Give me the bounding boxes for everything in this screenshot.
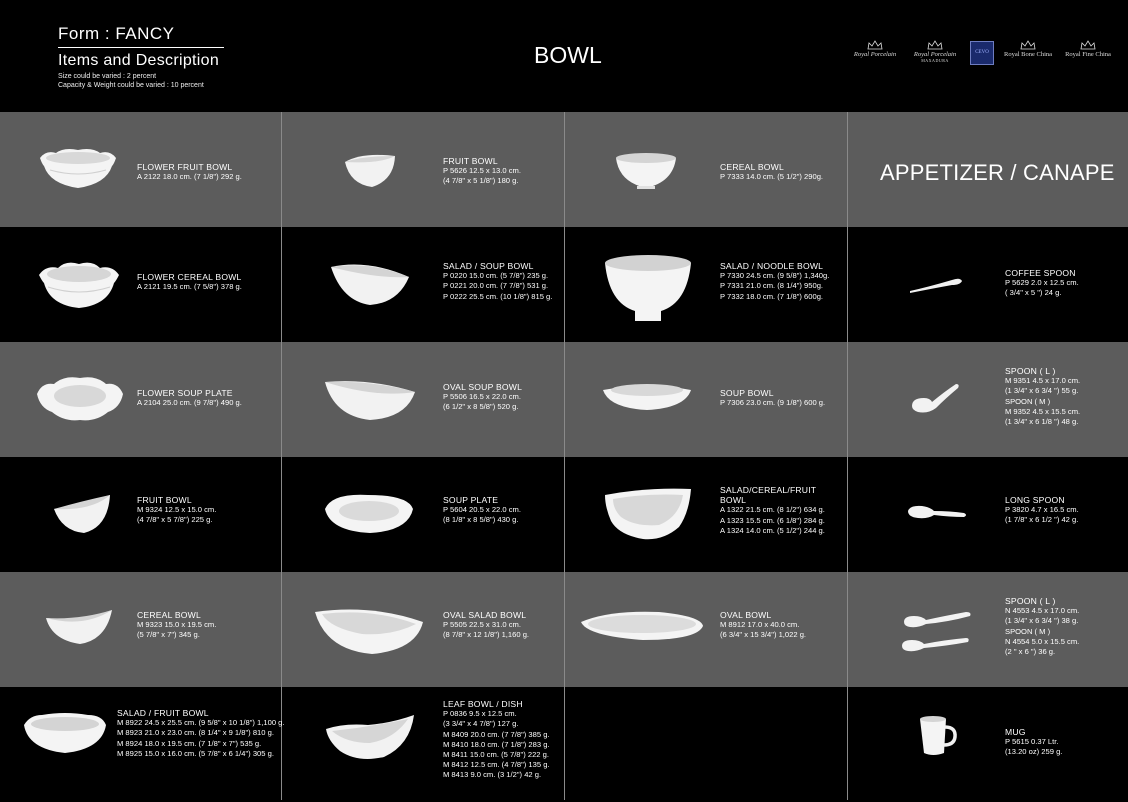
- royal-bone-china-logo: [1001, 40, 1055, 70]
- product-name: FLOWER FRUIT BOWL: [137, 162, 233, 172]
- product-spec: (8 1/8" x 8 5/8") 430 g.: [443, 515, 519, 525]
- form-label: Form : FANCY: [58, 24, 175, 43]
- items-description-title: Items and Description: [58, 52, 220, 69]
- product-spec: (8 7/8" x 12 1/8") 1,160 g.: [443, 630, 530, 640]
- flower-fruit-bowl-image: [36, 142, 120, 192]
- product-info: [117, 708, 285, 759]
- product-name-continued: BOWL: [720, 495, 747, 506]
- product-info: [443, 261, 552, 302]
- asian-spoon-image: [910, 382, 962, 416]
- product-name: SOUP BOWL: [720, 388, 774, 398]
- oval-soup-bowl-image: [322, 376, 418, 424]
- product-spec: P 7306 23.0 cm. (9 1/8") 600 g.: [720, 398, 826, 408]
- oval-bowl-image: [579, 608, 705, 644]
- product-info: [137, 610, 216, 641]
- product-spec: M 9323 15.0 x 19.5 cm.: [137, 620, 217, 630]
- product-spec: N 4553 4.5 x 17.0 cm.: [1005, 606, 1080, 616]
- product-info: [720, 388, 825, 408]
- product-spec: M 9352 4.5 x 15.5 cm.: [1005, 406, 1081, 416]
- product-name: CEREAL BOWL: [137, 610, 201, 620]
- product-name: FRUIT BOWL: [443, 156, 498, 166]
- product-cell-salad-noodle-bowl: [565, 227, 847, 342]
- product-cell-fruit-bowl-m9324: [0, 457, 282, 572]
- cereal-bowl-image: [44, 608, 114, 648]
- product-spec: P 0221 20.0 cm. (7 7/8") 531 g.: [443, 281, 549, 291]
- flower-soup-plate-image: [34, 372, 126, 424]
- product-info: [443, 699, 550, 781]
- product-spec: M 8912 17.0 x 40.0 cm.: [720, 620, 800, 630]
- crown-icon: [927, 40, 943, 50]
- fruit-bowl-image: [342, 150, 398, 190]
- product-spec: P 5629 2.0 x 12.5 cm.: [1005, 278, 1079, 288]
- product-cell-soup-plate: [282, 457, 564, 572]
- fruit-bowl-image: [52, 493, 112, 537]
- product-spec: M 8922 24.5 x 25.5 cm. (9 5/8" x 10 1/8") 1,100 g.: [117, 718, 285, 728]
- product-spec: (1 3/4" x 6 1/8 ") 48 g.: [1005, 417, 1079, 427]
- product-spec: P 5615 0.37 Ltr.: [1005, 737, 1059, 747]
- product-spec: A 1322 21.5 cm. (8 1/2") 634 g.: [720, 505, 825, 515]
- product-name: SALAD/CEREAL/FRUIT: [720, 485, 817, 495]
- product-spec: M 8924 18.0 x 19.5 cm. (7 1/8" x 7") 535 g.: [117, 738, 262, 748]
- mug-image: [918, 715, 958, 759]
- product-cell-cereal-bowl-p7333: [565, 112, 847, 227]
- product-cell-flower-soup-plate: [0, 342, 282, 457]
- product-info: [137, 495, 216, 526]
- flower-cereal-bowl-image: [36, 255, 122, 311]
- product-spec: (4 7/8" x 5 7/8") 225 g.: [137, 515, 213, 525]
- product-cell-leaf-bowl-dish: [282, 687, 564, 802]
- product-spec: (2 " x 6 ") 36 g.: [1005, 647, 1056, 657]
- royal-fine-china-logo-text: Royal Fine China: [1065, 51, 1111, 58]
- product-name: FLOWER SOUP PLATE: [137, 388, 233, 398]
- product-name: SALAD / FRUIT BOWL: [117, 708, 209, 718]
- product-info: [720, 261, 829, 302]
- product-name: FLOWER CEREAL BOWL: [137, 272, 242, 282]
- product-cell-oval-soup-bowl: [282, 342, 564, 457]
- product-name: SALAD / SOUP BOWL: [443, 261, 534, 271]
- product-info: [443, 610, 529, 641]
- capacity-variance-note: Capacity & Weight could be varied : 10 percent: [58, 82, 204, 89]
- product-name: SPOON ( L ): [1005, 366, 1056, 376]
- product-info: [1005, 495, 1079, 526]
- coffee-spoon-image: [908, 275, 964, 295]
- product-spec: P 5626 12.5 x 13.0 cm.: [443, 166, 521, 176]
- royal-fine-china-logo: [1062, 40, 1114, 70]
- product-name: LONG SPOON: [1005, 495, 1065, 505]
- product-spec: N 4554 5.0 x 15.5 cm.: [1005, 636, 1080, 646]
- product-spec: A 1324 14.0 cm. (5 1/2") 244 g.: [720, 525, 825, 535]
- cevo-logo: [970, 41, 994, 65]
- product-spec: P 3820 4.7 x 16.5 cm.: [1005, 505, 1079, 515]
- product-cell-soup-bowl-p7306: [565, 342, 847, 457]
- product-spec: P 7333 14.0 cm. (5 1/2") 290g.: [720, 172, 824, 182]
- crown-icon: [1020, 40, 1036, 50]
- long-spoon-image: [906, 501, 968, 521]
- product-spec: (4 7/8" x 5 1/8") 180 g.: [443, 176, 519, 186]
- product-spec: M 9324 12.5 x 15.0 cm.: [137, 505, 217, 515]
- product-spec: M 8925 15.0 x 16.0 cm. (5 7/8" x 6 1/4") 305 g.: [117, 748, 274, 758]
- spoon-pair-image: [900, 610, 974, 656]
- product-spec: A 2104 25.0 cm. (9 7/8") 490 g.: [137, 398, 242, 408]
- royal-porcelain-maxadura-logo-text: Royal Porcelain: [913, 51, 957, 58]
- product-spec: A 2121 19.5 cm. (7 5/8") 378 g.: [137, 282, 242, 292]
- product-spec: M 8411 15.0 cm. (5 7/8") 222 g.: [443, 750, 549, 760]
- product-info: [720, 485, 825, 536]
- product-info: [1005, 596, 1079, 657]
- royal-porcelain-logo-text: Royal Porcelain: [853, 51, 897, 58]
- product-cell-spoon-m9351: [848, 342, 1128, 457]
- product-spec: (1 3/4" x 6 3/4 ") 55 g.: [1005, 386, 1079, 396]
- product-cell-spoon-n4553: [848, 572, 1128, 687]
- soup-plate-image: [322, 491, 416, 537]
- size-variance-note: Size could be varied : 2 percent: [58, 73, 157, 80]
- maxadura-logo-text: MAXADURA: [921, 58, 949, 63]
- product-info: [137, 272, 242, 292]
- product-spec: (3 3/4" x 4 7/8") 127 g.: [443, 719, 519, 729]
- product-name: MUG: [1005, 727, 1026, 737]
- product-name: OVAL BOWL: [720, 610, 772, 620]
- product-spec: A 1323 15.5 cm. (6 1/8") 284 g.: [720, 515, 825, 525]
- product-spec: M 8413 9.0 cm. (3 1/2") 42 g.: [443, 770, 542, 780]
- royal-bone-china-logo-text: Royal Bone China: [1003, 51, 1053, 58]
- product-cell-fruit-bowl-p5626: [282, 112, 564, 227]
- product-spec: M 8410 18.0 cm. (7 1/8") 283 g.: [443, 739, 550, 749]
- royal-porcelain-maxadura-logo: [906, 40, 964, 70]
- page-header: [0, 0, 1128, 112]
- product-name: SALAD / NOODLE BOWL: [720, 261, 824, 271]
- product-spec: (5 7/8" x 7") 345 g.: [137, 630, 200, 640]
- product-name: COFFEE SPOON: [1005, 268, 1076, 278]
- product-name: FRUIT BOWL: [137, 495, 192, 505]
- product-info: [720, 610, 806, 641]
- brand-logos: [846, 40, 1121, 70]
- product-spec: SPOON ( M ): [1005, 626, 1051, 636]
- salad-soup-bowl-image: [328, 259, 412, 309]
- product-spec: M 8923 21.0 x 23.0 cm. (8 1/4" x 9 1/8") 810 g.: [117, 728, 274, 738]
- cevo-logo-text: CEVO: [975, 50, 989, 55]
- royal-porcelain-logo: [846, 40, 904, 70]
- product-spec: (1 3/4" x 6 3/4 ") 38 g.: [1005, 616, 1079, 626]
- product-info: [443, 382, 522, 413]
- product-name: CEREAL BOWL: [720, 162, 784, 172]
- product-spec: P 5505 22.5 x 31.0 cm.: [443, 620, 521, 630]
- product-name: SPOON ( L ): [1005, 596, 1056, 606]
- header-divider: [58, 47, 224, 48]
- product-spec: P 0220 15.0 cm. (5 7/8") 235 g.: [443, 271, 549, 281]
- product-cell-flower-cereal-bowl: [0, 227, 282, 342]
- product-info: [1005, 268, 1079, 299]
- product-spec: ( 3/4" x 5 ") 24 g.: [1005, 288, 1062, 298]
- product-spec: P 5604 20.5 x 22.0 cm.: [443, 505, 521, 515]
- product-name: LEAF BOWL / DISH: [443, 699, 523, 709]
- product-cell-mug: [848, 687, 1128, 802]
- product-cell-salad-cereal-fruit-bowl: [565, 457, 847, 572]
- product-cell-oval-salad-bowl: [282, 572, 564, 687]
- product-name: SOUP PLATE: [443, 495, 499, 505]
- product-spec: SPOON ( M ): [1005, 396, 1051, 406]
- product-spec: P 7331 21.0 cm. (8 1/4") 950g.: [720, 281, 824, 291]
- product-cell-cereal-bowl-m9323: [0, 572, 282, 687]
- product-cell-oval-bowl: [565, 572, 847, 687]
- soup-bowl-image: [601, 378, 693, 414]
- product-cell-coffee-spoon: [848, 227, 1128, 342]
- salad-noodle-bowl-image: [603, 251, 693, 325]
- product-spec: P 7332 18.0 cm. (7 1/8") 600g.: [720, 291, 824, 301]
- crown-icon: [867, 40, 883, 50]
- product-cell-salad-soup-bowl: [282, 227, 564, 342]
- product-info: [443, 156, 521, 187]
- product-info: [137, 388, 242, 408]
- square-bowl-image: [603, 483, 693, 543]
- product-spec: (13.20 oz) 259 g.: [1005, 747, 1063, 757]
- product-spec: (1 7/8" x 6 1/2 ") 42 g.: [1005, 515, 1079, 525]
- product-spec: P 0836 9.5 x 12.5 cm.: [443, 709, 517, 719]
- product-name: OVAL SOUP BOWL: [443, 382, 523, 392]
- product-cell-long-spoon: [848, 457, 1128, 572]
- salad-fruit-bowl-image: [22, 711, 108, 757]
- product-cell-salad-fruit-bowl: [0, 687, 285, 802]
- product-info: [720, 162, 823, 182]
- product-cell-flower-fruit-bowl: [0, 112, 282, 227]
- product-spec: A 2122 18.0 cm. (7 1/8") 292 g.: [137, 172, 242, 182]
- product-spec: P 0222 25.5 cm. (10 1/8") 815 g.: [443, 291, 553, 301]
- product-info: [137, 162, 242, 182]
- product-spec: (6 1/2" x 8 5/8") 520 g.: [443, 402, 519, 412]
- product-spec: P 5506 16.5 x 22.0 cm.: [443, 392, 521, 402]
- product-info: [1005, 727, 1062, 758]
- product-grid: [0, 112, 1128, 800]
- crown-icon: [1080, 40, 1096, 50]
- product-spec: (6 3/4" x 15 3/4") 1,022 g.: [720, 630, 807, 640]
- product-name: OVAL SALAD BOWL: [443, 610, 527, 620]
- product-spec: P 7330 24.5 cm. (9 5/8") 1,340g.: [720, 271, 830, 281]
- product-info: [1005, 366, 1080, 427]
- product-info: [443, 495, 521, 526]
- page-title: BOWL: [534, 42, 602, 68]
- cereal-bowl-image: [613, 150, 679, 192]
- leaf-bowl-image: [324, 713, 416, 763]
- appetizer-canape-section-title: APPETIZER / CANAPE: [880, 160, 1115, 185]
- product-spec: M 8409 20.0 cm. (7 7/8") 385 g.: [443, 729, 550, 739]
- product-spec: M 8412 12.5 cm. (4 7/8") 135 g.: [443, 760, 550, 770]
- product-spec: M 9351 4.5 x 17.0 cm.: [1005, 376, 1081, 386]
- oval-salad-bowl-image: [312, 602, 426, 658]
